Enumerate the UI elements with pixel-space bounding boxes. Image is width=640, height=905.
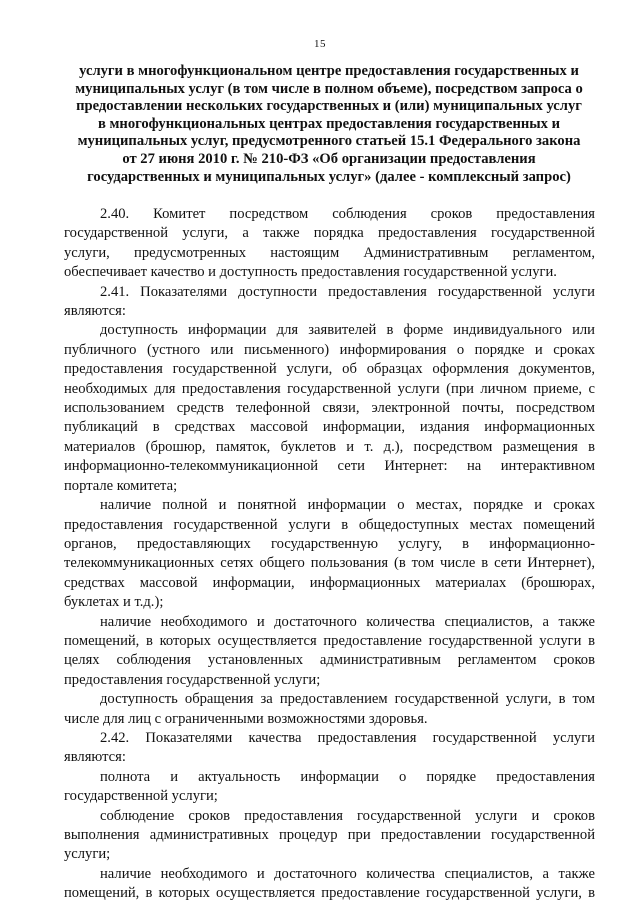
paragraph bbox=[64, 768, 595, 807]
heading-line: предоставлении нескольких государственных и (или) муниципальных услуг bbox=[76, 98, 582, 115]
text-line: наличие необходимого и достаточного количества специалистов, а также bbox=[100, 613, 595, 630]
text-line: полнота и актуальность информации о порядке предоставления bbox=[100, 768, 595, 785]
text-line: являются: bbox=[64, 303, 126, 320]
text-line: 2.42. Показателями качества предоставления государственной услуги bbox=[100, 729, 595, 746]
text-line: услуги; bbox=[64, 846, 111, 863]
text-line: наличие необходимого и достаточного количества специалистов, а также bbox=[100, 865, 595, 882]
paragraph bbox=[64, 613, 595, 691]
text-line: необходимых для предоставления государственной услуги (при личном приеме, с bbox=[64, 380, 595, 397]
text-line: предоставления государственной услуги, об образцах оформления документов, bbox=[64, 361, 595, 378]
text-line: 2.40. Комитет посредством соблюдения сроков предоставления bbox=[100, 206, 595, 222]
document-body bbox=[64, 205, 595, 904]
text-line: телекоммуникационных сетях общего пользования (в том числе в сети Интернет), bbox=[64, 555, 595, 572]
text-line: выполнения административных процедур при предоставлении государственной bbox=[64, 827, 595, 843]
paragraph bbox=[64, 205, 595, 283]
text-line: портале комитета; bbox=[64, 477, 178, 494]
text-line: помещений, в которых осуществляется предоставление государственной услуги в bbox=[64, 632, 595, 649]
heading-line: государственных и муниципальных услуг» (далее - комплексный запрос) bbox=[87, 168, 571, 185]
text-line: органов, предоставляющих государственную услугу, в информационно- bbox=[64, 535, 595, 552]
text-line: государственной услуги, а также порядка предоставления государственной bbox=[64, 225, 595, 242]
paragraph bbox=[64, 729, 595, 768]
text-line: услуги, предусмотренных настоящим Административным регламентом, bbox=[64, 244, 595, 261]
heading-line: муниципальных услуг, предусмотренного статьей 15.1 Федерального закона bbox=[77, 133, 581, 150]
heading-line: в многофункциональных центрах предоставления государственных и bbox=[97, 115, 561, 132]
paragraph bbox=[64, 807, 595, 865]
paragraph bbox=[64, 283, 595, 322]
text-line: наличие полной и понятной информации о местах, порядке и сроках bbox=[100, 497, 595, 514]
text-line: доступность обращения за предоставлением государственной услуги, в том bbox=[100, 691, 595, 708]
paragraph bbox=[64, 690, 595, 729]
page-number: 15 bbox=[314, 38, 326, 50]
text-line: средствах массовой информации, информационных материалах (брошюрах, bbox=[64, 574, 595, 591]
text-line: помещений, в которых осуществляется предоставление государственной услуги, в bbox=[64, 885, 595, 902]
paragraph bbox=[64, 865, 595, 904]
text-line: являются: bbox=[64, 749, 126, 766]
heading-line: муниципальных услуг (в том числе в полном объеме), посредством запроса о bbox=[75, 80, 583, 97]
text-line: публикаций в средствах массовой информации, издания информационных bbox=[64, 419, 595, 436]
section-heading bbox=[64, 63, 594, 186]
paragraph bbox=[64, 496, 595, 612]
text-line: материалов (брошюр, памяток, буклетов и т. д.), посредством размещения в bbox=[64, 438, 595, 455]
paragraph bbox=[64, 321, 595, 496]
heading-line: от 27 июня 2010 г. № 210-ФЗ «Об организации предоставления bbox=[122, 150, 536, 167]
text-line: числе для лиц с ограниченными возможностями здоровья. bbox=[64, 710, 428, 727]
text-line: предоставления государственной услуги; bbox=[64, 671, 321, 688]
text-line: соблюдение сроков предоставления государственной услуги и сроков bbox=[100, 807, 595, 824]
text-line: информационно-телекоммуникационной сети Интернет: на интерактивном bbox=[64, 458, 595, 475]
text-line: буклетах и т.д.); bbox=[64, 594, 164, 611]
text-line: использованием средств телефонной связи, электронной почты, посредством bbox=[64, 400, 595, 417]
heading-line: услуги в многофункциональном центре предоставления государственных и bbox=[79, 63, 579, 79]
text-line: государственной услуги; bbox=[64, 788, 218, 805]
text-line: доступность информации для заявителей в форме индивидуального или bbox=[100, 322, 595, 339]
text-line: публичного (устного или письменного) информирования о порядке и сроках bbox=[64, 341, 595, 358]
text-line: целях соблюдения установленных административным регламентом сроков bbox=[64, 652, 595, 669]
text-line: обеспечивает качество и доступность предоставления государственной услуги. bbox=[64, 264, 557, 281]
text-line: предоставления государственной услуги в общедоступных местах помещений bbox=[64, 516, 595, 533]
text-line: 2.41. Показателями доступности предоставления государственной услуги bbox=[100, 283, 595, 300]
